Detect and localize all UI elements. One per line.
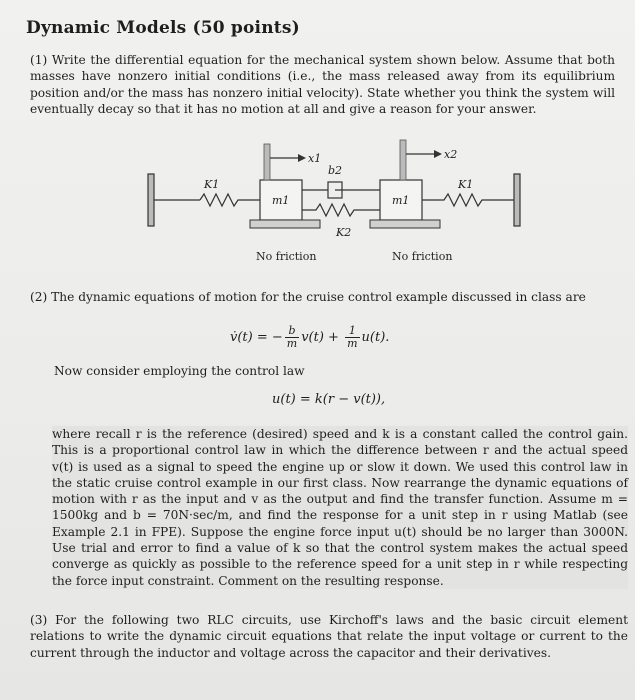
eq1-mid: v(t) + (301, 330, 339, 345)
ground-left (250, 220, 320, 228)
page-title: Dynamic Models (50 points) (26, 18, 300, 38)
k2-label: K2 (336, 226, 352, 239)
m1-left-label: m1 (272, 194, 290, 207)
right-wall (514, 174, 520, 226)
equation-control-law: u(t) = k(r − v(t)), (272, 392, 386, 407)
fraction-1-over-m: $\frac{1}{m}$ (347, 324, 358, 350)
b2-label: b2 (328, 164, 343, 177)
eq1-lhs: v̇(t) = − (230, 330, 283, 345)
question-3-text: (3) For the following two RLC circuits, use Kirchoff's laws and the basic circuit element relations to write the dynamic circuit equations that relate the input voltage or current to the current through the inductor and voltage across the capacitor and their derivatives. (30, 613, 628, 660)
no-friction-right: No friction (392, 250, 453, 263)
question-2-intro: (2) The dynamic equations of motion for the cruise control example discussed in class are (30, 290, 586, 304)
fraction-b-over-m: $\frac{b}{m}$ (286, 324, 298, 350)
ground-right (370, 220, 440, 228)
equation-motion (230, 325, 389, 350)
question-1-text: (1) Write the differential equation for the mechanical system shown below. Assume that both masses have nonzero initial conditions (i.e., the mass released away from its equilibrium position and/or the mass has nonzero initial velocity). State whether you think the system will eventually decay so that it has no motion at all and give a reason for your answer. (30, 53, 615, 116)
left-wall (148, 174, 154, 226)
m1-right-label: m1 (392, 194, 410, 207)
spring-k2 (302, 204, 380, 216)
spring-k1-right (422, 194, 514, 206)
x1-label: x1 (308, 152, 322, 165)
mechanical-system-diagram (140, 138, 530, 268)
question-2-body: where recall r is the reference (desired) speed and k is a constant called the control gain. This is a proportional control law in which the difference between r and the actual speed v(t) is used as a signal to speed the engine up or slow it down. We used this control law in the static cruise control example in our first class. Now rearrange the dynamic equations of motion with r as the input and v as the output and find the transfer function. Assume m = 1500kg and b = 70N·sec/m, and find the response for a unit step in r using Matlab (see Example 2.1 in FPE). Suppose the engine force input u(t) should be no larger than 3000N. Use trial and error to find a value of k so that the control system makes the actual speed converge as quickly as possible to the reference speed for a unit step in r while respecting the force input constraint. Comment on the resulting response. (52, 427, 628, 588)
control-law-intro: Now consider employing the control law (54, 364, 305, 378)
no-friction-left: No friction (256, 250, 317, 263)
x2-label: x2 (444, 148, 458, 161)
k1-right-label: K1 (458, 178, 474, 191)
k1-left-label: K1 (204, 178, 220, 191)
eq1-end: u(t). (361, 330, 390, 345)
spring-k1-left (200, 194, 260, 206)
